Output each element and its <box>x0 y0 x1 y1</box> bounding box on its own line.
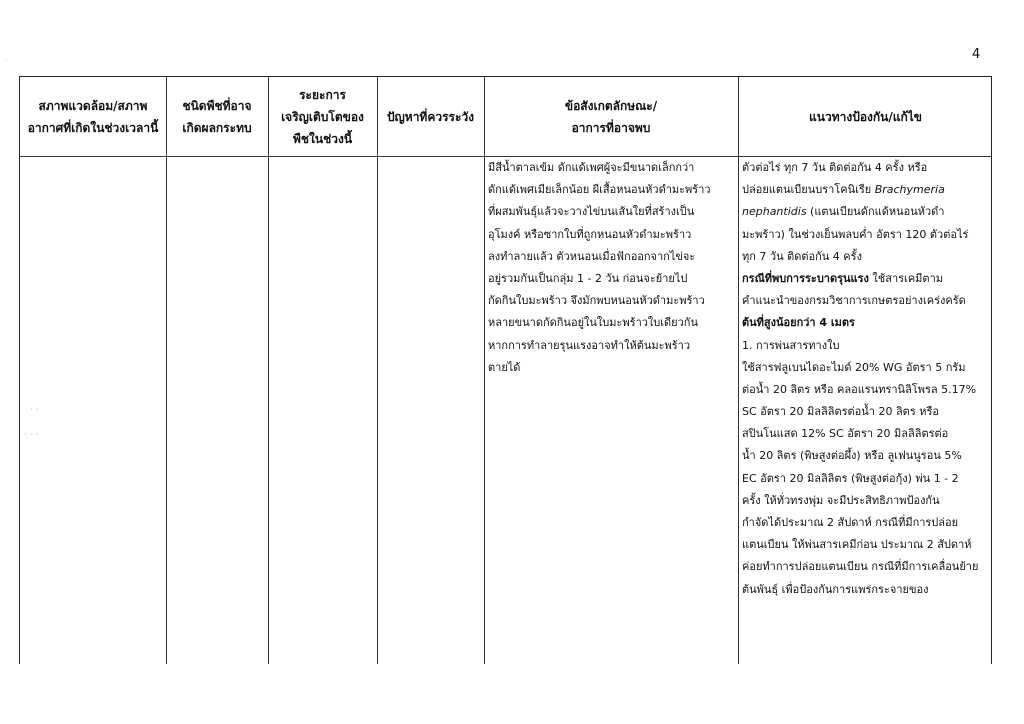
prevention-line <box>742 179 989 201</box>
prevention-line: SC อัตรา 20 มิลลิลิตรต่อน้ำ 20 ลิตร หรือ <box>742 405 940 419</box>
tree-height-heading: ต้นที่สูงน้อยกว่า 4 เมตร <box>742 316 855 330</box>
scan-mark: · · <box>30 405 39 415</box>
header-growth-stage: ระยะการ เจริญเติบโตของ พืชในช่วงนี้ <box>281 87 364 146</box>
header-symptoms: ข้อสังเกตลักษณะ/ อาการที่อาจพบ <box>564 98 658 135</box>
prevention-line: 1. การพ่นสารทางใบ <box>742 338 840 352</box>
page-number: 4 <box>972 47 981 62</box>
scientific-name: nephantidis <box>742 205 807 219</box>
symptoms-line: กัดกินใบมะพร้าว จึงมักพบหนอนหัวดำมะพร้าว <box>488 294 705 308</box>
pest-table <box>19 76 992 664</box>
header-prevention: แนวทางป้องกัน/แก้ไข <box>809 109 922 124</box>
prevention-line: ครั้ง ให้ทั่วทรงพุ่ม จะมีประสิทธิภาพป้องกัน <box>742 493 940 507</box>
prevention-cell <box>738 157 993 601</box>
prevention-line: ใช้สารฟลูเบนไดอะไมด์ 20% WG อัตรา 5 กรัม <box>742 360 966 374</box>
prevention-line: สปินโนแสด 12% SC อัตรา 20 มิลลิลิตรต่อ <box>742 427 949 441</box>
symptoms-line: ตายได้ <box>488 360 521 374</box>
symptoms-line: หลายขนาดกัดกินอยู่ในใบมะพร้าวใบเดียวกัน <box>488 316 698 330</box>
column-divider <box>166 77 167 664</box>
prevention-text: ใช้สารเคมีตาม <box>868 271 943 285</box>
header-affected-crops: ชนิดพืชที่อาจ เกิดผลกระทบ <box>182 98 252 135</box>
prevention-text: ปล่อยแตนเบียนบราโคนิเรีย <box>742 183 875 197</box>
column-divider <box>377 77 378 664</box>
symptoms-line: ดักแด้เพศเมียเล็กน้อย ผีเสื้อหนอนหัวดำมะพร้าว <box>488 183 711 197</box>
prevention-line: กำจัดได้ประมาณ 2 สัปดาห์ กรณีที่มีการปล่อย <box>742 516 959 529</box>
symptoms-line: ที่ผสมพันธุ์แล้วจะวางไข่บนเส้นใยที่สร้างเป็น <box>488 205 695 219</box>
prevention-line: ตัวต่อไร่ ทุก 7 วัน ติดต่อกัน 4 ครั้ง หรือ <box>742 161 928 174</box>
prevention-line: ทุก 7 วัน ติดต่อกัน 4 ครั้ง <box>742 249 862 263</box>
scan-mark: ˙ <box>4 60 9 70</box>
prevention-line: คำแนะนำของกรมวิชาการเกษตรอย่างเคร่งครัด <box>742 294 966 308</box>
severe-outbreak-heading: กรณีที่พบการระบาดรุนแรง <box>742 271 869 285</box>
prevention-line: ต้นพันธุ์ เพื่อป้องกันการแพร่กระจายของ <box>742 582 929 596</box>
prevention-line: ต่อน้ำ 20 ลิตร หรือ คลอแรนทรานิลิโพรล 5.17% <box>742 382 977 396</box>
symptoms-line: ลงทำลายแล้ว ตัวหนอนเมื่อฟักออกจากไข่จะ <box>488 249 696 263</box>
symptoms-line: มีสีน้ำตาลเข้ม ดักแด้เพศผู้จะมีขนาดเล็กกว่า <box>488 161 695 174</box>
column-divider <box>268 77 269 664</box>
prevention-line: แตนเบียน ให้พ่นสารเคมีก่อน ประมาณ 2 สัปดาห์ <box>742 538 972 552</box>
symptoms-line: อุโมงค์ หรือซากใบที่ถูกหนอนหัวดำมะพร้าว <box>488 227 692 241</box>
prevention-line: EC อัตรา 20 มิลลิลิตร (พิษสูงต่อกุ้ง) พ่น 1 - 2 <box>742 471 959 485</box>
symptoms-line: อยู่รวมกันเป็นกลุ่ม 1 - 2 วัน ก่อนจะย้ายไป <box>488 271 688 285</box>
symptoms-cell <box>484 157 738 379</box>
header-problems: ปัญหาที่ควรระวัง <box>386 109 475 124</box>
scan-mark: · · · <box>24 430 39 440</box>
scientific-name: Brachymeria <box>874 183 945 197</box>
prevention-line <box>742 201 989 223</box>
symptoms-line: หากการทำลายรุนแรงอาจทำให้ต้นมะพร้าว <box>488 338 691 352</box>
prevention-line: ค่อยทำการปล่อยแตนเบียน กรณีที่มีการเคลื่อนย้าย <box>742 560 979 574</box>
prevention-line <box>742 268 989 290</box>
prevention-text: (แตนเบียนดักแด้หนอนหัวดำ <box>806 205 945 219</box>
prevention-line: น้ำ 20 ลิตร (พิษสูงต่อผึ้ง) หรือ ลูเฟนนูรอน 5% <box>742 449 962 463</box>
prevention-line: มะพร้าว) ในช่วงเย็นพลบค่ำ อัตรา 120 ตัวต่อไร่ <box>742 227 969 241</box>
header-environment: สภาพแวดล้อม/สภาพ อากาศที่เกิดในช่วงเวลานี้ <box>27 98 159 135</box>
